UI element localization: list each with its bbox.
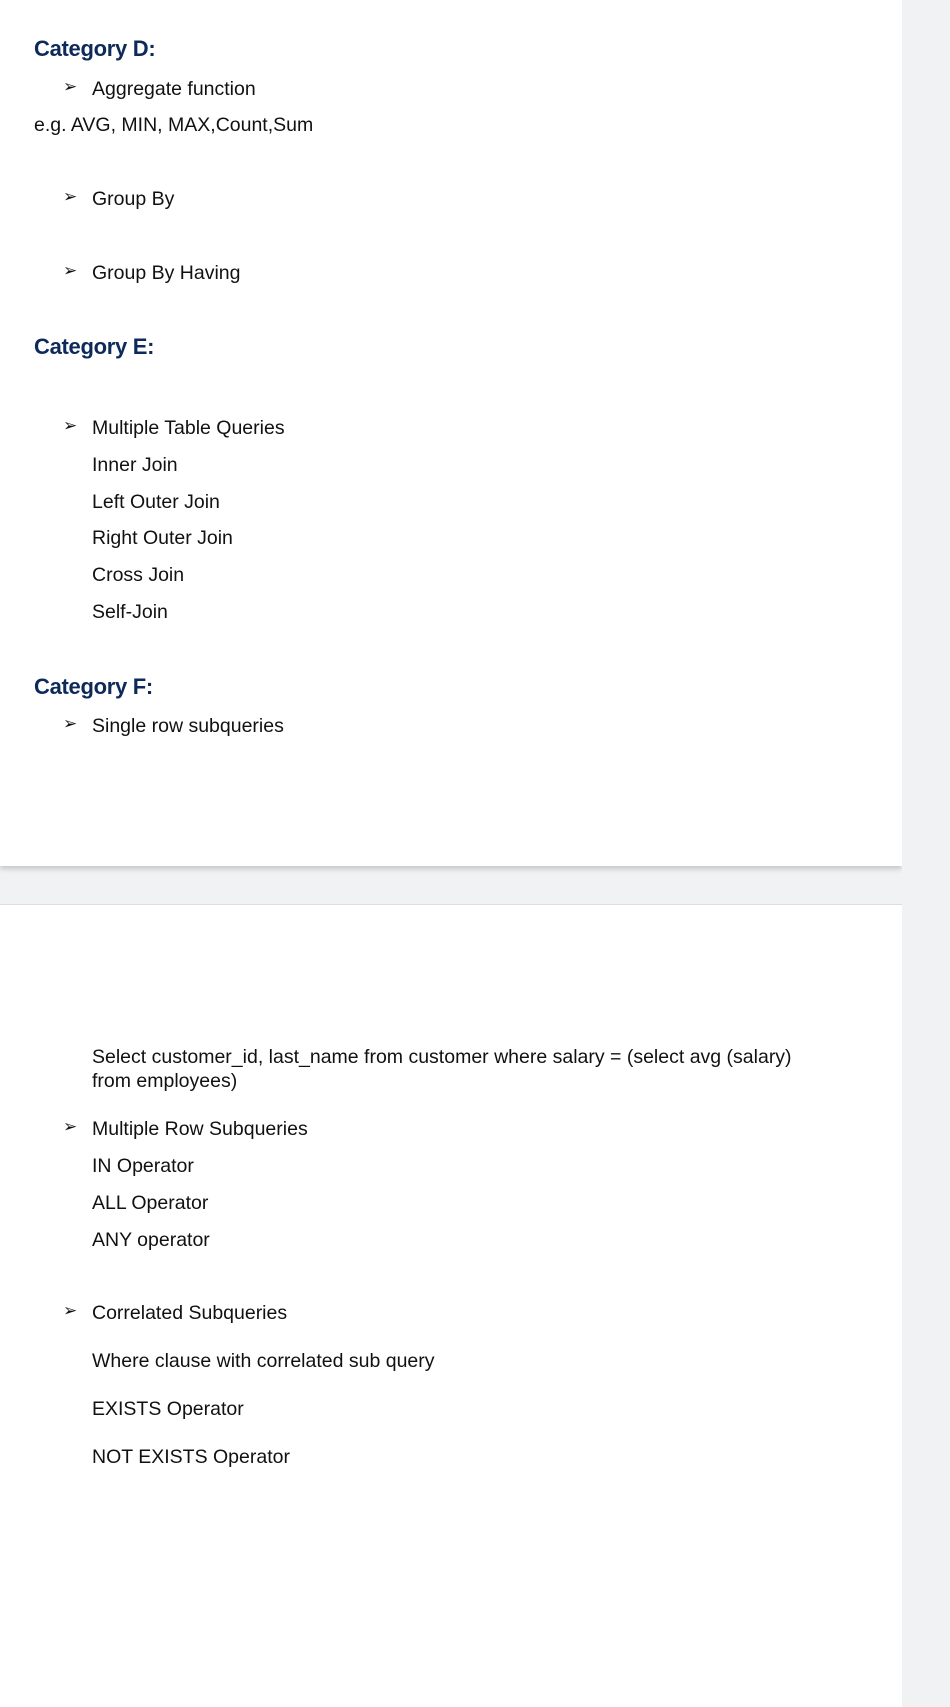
arrowhead-bullet-icon: ➢ xyxy=(63,187,78,207)
list-item-aggregate-function: Aggregate function xyxy=(92,78,256,100)
arrowhead-bullet-icon: ➢ xyxy=(63,1301,78,1321)
list-item-group-by: Group By xyxy=(92,188,175,210)
category-e-heading: Category E: xyxy=(34,334,155,359)
operator-item-all: ALL Operator xyxy=(92,1192,209,1214)
list-item-correlated-subqueries: Correlated Subqueries xyxy=(92,1302,288,1324)
operator-item-in: IN Operator xyxy=(92,1155,194,1177)
correlated-item-not-exists: NOT EXISTS Operator xyxy=(92,1446,290,1468)
join-item-left-outer: Left Outer Join xyxy=(92,491,220,513)
category-d-heading: Category D: xyxy=(34,36,156,61)
arrowhead-bullet-icon: ➢ xyxy=(63,416,78,436)
example-query-text: Select customer_id, last_name from customer where salary = (select avg (salary) from employees) xyxy=(92,1046,792,1092)
arrowhead-bullet-icon: ➢ xyxy=(63,1117,78,1137)
document-page-1 xyxy=(0,0,902,866)
operator-item-any: ANY operator xyxy=(92,1229,210,1251)
document-page-2 xyxy=(0,904,902,1707)
correlated-item-where-clause: Where clause with correlated sub query xyxy=(92,1350,435,1372)
aggregate-example-text: e.g. AVG, MIN, MAX,Count,Sum xyxy=(34,114,314,136)
join-item-inner: Inner Join xyxy=(92,454,178,476)
join-item-cross: Cross Join xyxy=(92,564,185,586)
list-item-multiple-table-queries: Multiple Table Queries xyxy=(92,417,285,439)
list-item-multiple-row-subqueries: Multiple Row Subqueries xyxy=(92,1118,308,1140)
viewer-right-gutter xyxy=(902,0,950,1707)
arrowhead-bullet-icon: ➢ xyxy=(63,77,78,97)
arrowhead-bullet-icon: ➢ xyxy=(63,261,78,281)
join-item-self: Self-Join xyxy=(92,601,168,623)
list-item-single-row-subqueries: Single row subqueries xyxy=(92,715,284,737)
category-f-heading: Category F: xyxy=(34,674,153,699)
arrowhead-bullet-icon: ➢ xyxy=(63,714,78,734)
correlated-item-exists: EXISTS Operator xyxy=(92,1398,244,1420)
join-item-right-outer: Right Outer Join xyxy=(92,527,233,549)
list-item-group-by-having: Group By Having xyxy=(92,262,241,284)
